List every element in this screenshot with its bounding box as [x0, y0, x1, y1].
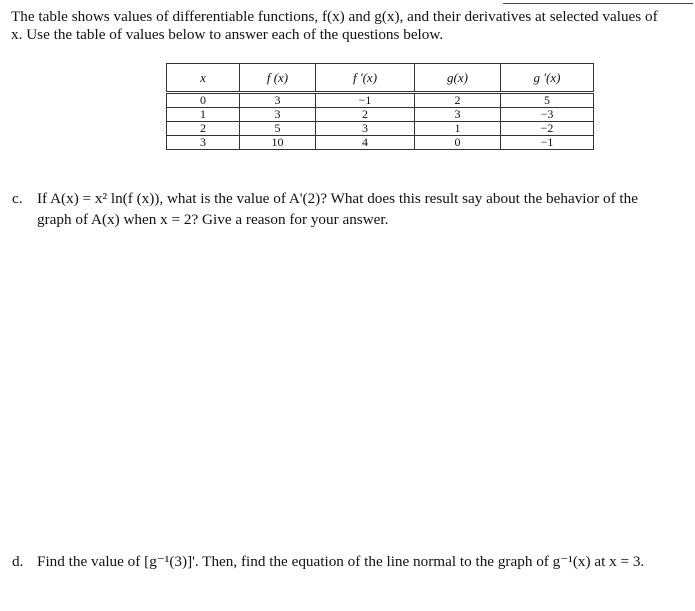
- intro-line-1: The table shows values of differentiable functions, f(x) and g(x), and their derivatives at selected values of: [11, 8, 658, 25]
- header-f-prime: f '(x): [316, 64, 415, 93]
- header-x: x: [167, 64, 240, 93]
- table-cell: 0: [167, 93, 240, 108]
- top-rule: [503, 3, 693, 4]
- question-d: [12, 551, 644, 572]
- table-cell: 3: [240, 93, 316, 108]
- header-g: g(x): [415, 64, 501, 93]
- header-f: f (x): [240, 64, 316, 93]
- table-cell: 3: [415, 108, 501, 122]
- table-cell: −2: [501, 122, 594, 136]
- table-cell: 5: [501, 93, 594, 108]
- table-cell: −3: [501, 108, 594, 122]
- table-cell: 2: [415, 93, 501, 108]
- header-g-prime: g '(x): [501, 64, 594, 93]
- table-cell: 3: [316, 122, 415, 136]
- question-d-label: d.: [12, 553, 24, 570]
- question-c-label: c.: [12, 190, 23, 207]
- table-cell: 5: [240, 122, 316, 136]
- table-cell: −1: [316, 93, 415, 108]
- table-cell: −1: [501, 136, 594, 150]
- intro-line-2: x. Use the table of values below to answer each of the questions below.: [11, 26, 444, 43]
- table-cell: 0: [415, 136, 501, 150]
- table-cell: 1: [167, 108, 240, 122]
- question-c-line-2: graph of A(x) when x = 2? Give a reason for your answer.: [37, 211, 389, 228]
- table-cell: 4: [316, 136, 415, 150]
- table-cell: 3: [240, 108, 316, 122]
- intro-paragraph: [11, 8, 695, 44]
- table-row: [167, 108, 594, 122]
- table-row: [167, 136, 594, 150]
- table-cell: 2: [167, 122, 240, 136]
- table-cell: 1: [415, 122, 501, 136]
- question-d-line-1: Find the value of [g⁻¹(3)]'. Then, find the equation of the line normal to the graph of g⁻¹(x) at x = 3.: [37, 553, 645, 570]
- question-c-line-1: If A(x) = x² ln(f (x)), what is the value of A'(2)? What does this result say about the behavior of the: [37, 190, 638, 207]
- table-row: [167, 93, 594, 108]
- table-header-row: [167, 64, 594, 93]
- table-cell: 2: [316, 108, 415, 122]
- question-c: [12, 188, 638, 230]
- table-cell: 10: [240, 136, 316, 150]
- table-row: [167, 122, 594, 136]
- table-cell: 3: [167, 136, 240, 150]
- values-table: [166, 63, 594, 150]
